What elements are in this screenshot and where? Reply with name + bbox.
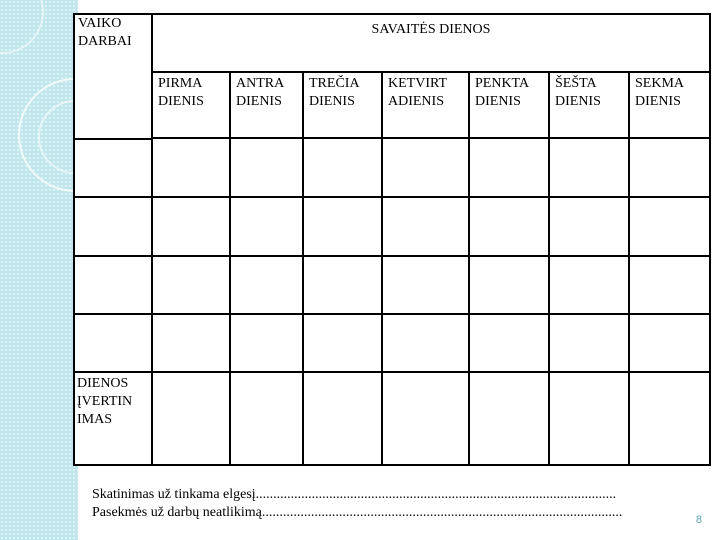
weekly-chores-table bbox=[73, 13, 711, 466]
day-cell bbox=[630, 257, 711, 315]
day-header: ANTRA DIENIS bbox=[231, 73, 304, 139]
consequence-line: Pasekmės už darbų neatlikimą....................................................................................................... bbox=[92, 505, 623, 520]
day-cell bbox=[383, 257, 470, 315]
day-cell bbox=[383, 315, 470, 373]
day-cell bbox=[630, 373, 711, 466]
chore-row-label bbox=[73, 139, 153, 198]
decorative-background-strip bbox=[0, 0, 78, 540]
day-cell bbox=[153, 315, 231, 373]
day-cell bbox=[304, 315, 383, 373]
day-cell bbox=[383, 139, 470, 198]
footer-notes bbox=[92, 486, 712, 522]
day-cell bbox=[304, 257, 383, 315]
day-cell bbox=[231, 139, 304, 198]
day-cell bbox=[383, 373, 470, 466]
day-cell bbox=[630, 139, 711, 198]
chore-row-label bbox=[73, 198, 153, 257]
day-cell bbox=[304, 198, 383, 257]
evaluation-label: DIENOS ĮVERTIN IMAS bbox=[73, 373, 153, 466]
day-cell bbox=[231, 315, 304, 373]
day-cell bbox=[304, 139, 383, 198]
day-cell bbox=[231, 373, 304, 466]
page-number: 8 bbox=[695, 514, 702, 526]
day-cell bbox=[153, 139, 231, 198]
week-days-header: SAVAITĖS DIENOS bbox=[153, 13, 711, 73]
day-cell bbox=[470, 315, 550, 373]
day-header: SEKMA DIENIS bbox=[630, 73, 711, 139]
day-cell bbox=[550, 373, 630, 466]
day-cell bbox=[470, 139, 550, 198]
day-cell bbox=[630, 198, 711, 257]
day-cell bbox=[470, 373, 550, 466]
day-cell bbox=[470, 198, 550, 257]
day-cell bbox=[231, 257, 304, 315]
day-header: TREČIA DIENIS bbox=[304, 73, 383, 139]
day-cell bbox=[470, 257, 550, 315]
day-cell bbox=[550, 139, 630, 198]
corner-label: VAIKO DARBAI bbox=[73, 13, 153, 136]
day-cell bbox=[153, 373, 231, 466]
day-header: ŠEŠTA DIENIS bbox=[550, 73, 630, 139]
day-cell bbox=[153, 198, 231, 257]
reward-line: Skatinimas už tinkama elgesį....................................................................................................... bbox=[92, 487, 617, 502]
day-cell bbox=[630, 315, 711, 373]
day-cell bbox=[550, 198, 630, 257]
decorative-circle bbox=[0, 0, 44, 54]
day-header: PIRMA DIENIS bbox=[153, 73, 231, 139]
day-cell bbox=[153, 257, 231, 315]
chore-row-label bbox=[73, 257, 153, 315]
day-cell bbox=[231, 198, 304, 257]
day-cell bbox=[550, 257, 630, 315]
day-header: PENKTA DIENIS bbox=[470, 73, 550, 139]
day-cell bbox=[550, 315, 630, 373]
day-cell bbox=[304, 373, 383, 466]
day-cell bbox=[383, 198, 470, 257]
day-header: KETVIRT ADIENIS bbox=[383, 73, 470, 139]
chore-row-label bbox=[73, 315, 153, 373]
